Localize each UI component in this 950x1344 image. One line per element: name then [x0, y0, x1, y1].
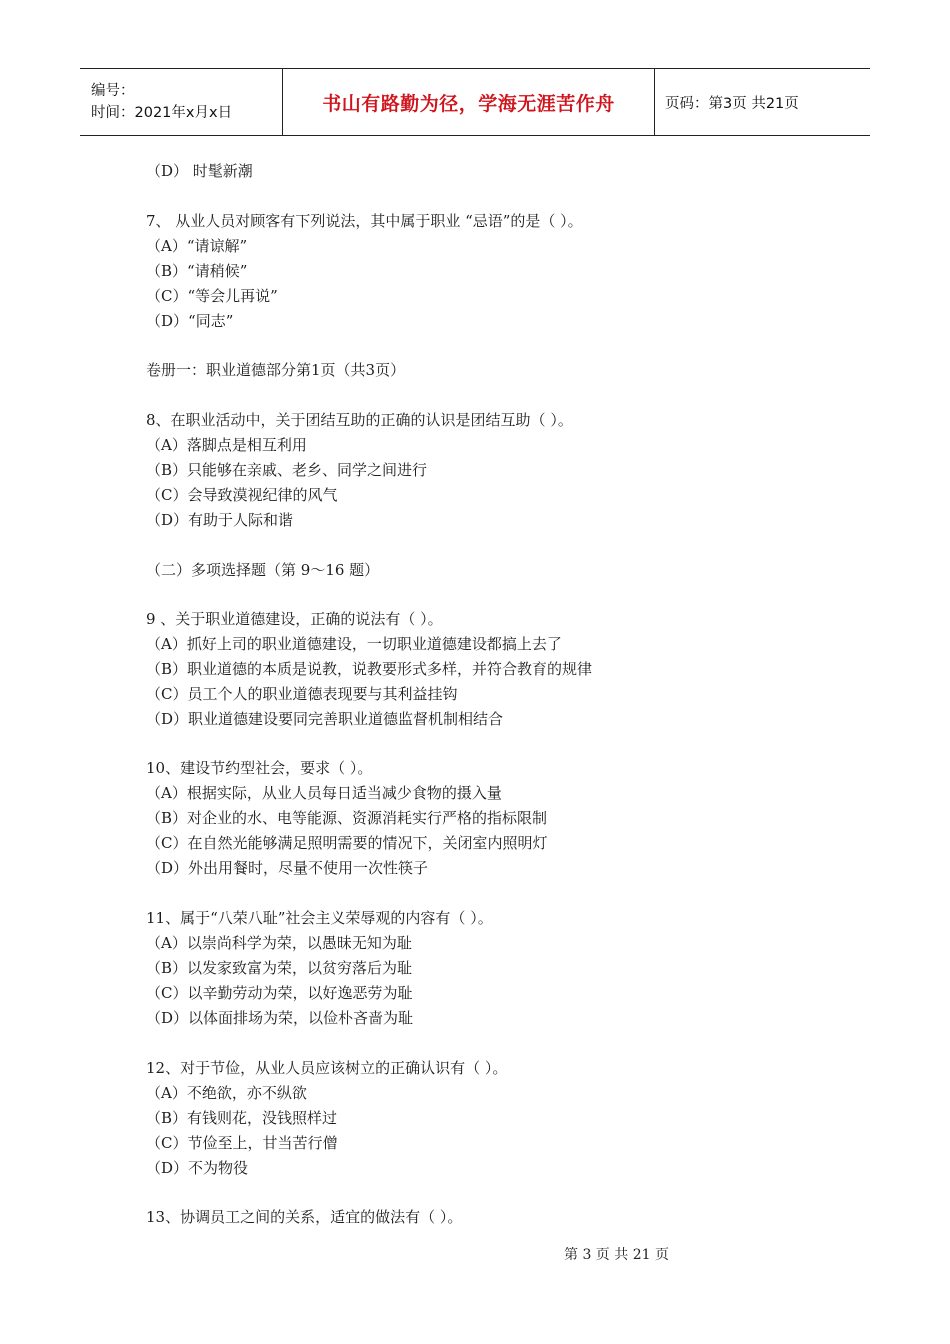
page-info-text: 页码：第3页 共21页 — [665, 95, 799, 112]
option-line: （A）以崇尚科学为荣，以愚昧无知为耻 — [146, 934, 412, 952]
option-line: （C）节俭至上，甘当苦行僧 — [146, 1134, 338, 1152]
question-13: 13、协调员工之间的关系，适宜的做法有（ ）。 — [146, 1208, 463, 1226]
question-12: 12、对于节俭，从业人员应该树立的正确认识有（ ）。 — [146, 1059, 508, 1077]
page-footer: 第 3 页 共 21 页 — [564, 1247, 669, 1263]
option-line: （D）不为物役 — [146, 1159, 249, 1177]
question-10: 10、建设节约型社会，要求（ ）。 — [146, 759, 373, 777]
option-line: （B）“请稍候” — [146, 262, 248, 280]
option-line: （B）只能够在亲戚、老乡、同学之间进行 — [146, 461, 428, 479]
option-line: （B）对企业的水、电等能源、资源消耗实行严格的指标限制 — [146, 809, 548, 827]
question-11: 11、属于“八荣八耻”社会主义荣辱观的内容有（ ）。 — [146, 909, 493, 927]
header-meta — [80, 69, 282, 135]
section-note: 卷册一：职业道德部分第1页（共3页） — [146, 361, 406, 379]
option-line: （A）根据实际，从业人员每日适当减少食物的摄入量 — [146, 784, 502, 802]
option-line: （D）职业道德建设要同完善职业道德监督机制相结合 — [146, 710, 504, 728]
header-motto — [282, 69, 655, 135]
option-line: （C）在自然光能够满足照明需要的情况下，关闭室内照明灯 — [146, 834, 548, 852]
question-9: 9 、关于职业道德建设，正确的说法有（ ）。 — [146, 610, 443, 628]
question-8: 8、在职业活动中，关于团结互助的正确的认识是团结互助（ ）。 — [146, 411, 573, 429]
option-line: （C）“等会儿再说” — [146, 287, 278, 305]
option-line: （A）不绝欲，亦不纵欲 — [146, 1084, 307, 1102]
option-line: （A）“请谅解” — [146, 237, 248, 255]
page-header — [80, 68, 870, 136]
option-line: （D）“同志” — [146, 312, 234, 330]
option-line: （B）职业道德的本质是说教，说教要形式多样，并符合教育的规律 — [146, 660, 593, 678]
option-line: （A）抓好上司的职业道德建设，一切职业道德建设都搞上去了 — [146, 635, 562, 653]
option-line: （A）落脚点是相互利用 — [146, 436, 307, 454]
motto-text: 书山有路勤为径，学海无涯苦作舟 — [322, 92, 615, 115]
option-line: （D）外出用餐时，尽量不使用一次性筷子 — [146, 859, 429, 877]
option-line: （C）以辛勤劳动为荣，以好逸恶劳为耻 — [146, 984, 413, 1002]
option-line: （C）员工个人的职业道德表现要与其利益挂钩 — [146, 685, 458, 703]
option-line: （D）有助于人际和谐 — [146, 511, 294, 529]
question-7: 7、 从业人员对顾客有下列说法，其中属于职业 “忌语”的是（ ）。 — [146, 212, 583, 230]
option-line: （B）以发家致富为荣，以贫穷落后为耻 — [146, 959, 413, 977]
section-heading: （二）多项选择题（第 9～16 题） — [146, 561, 380, 579]
number-label: 编号： — [91, 83, 135, 99]
option-line: （B）有钱则花，没钱照样过 — [146, 1109, 338, 1127]
option-line: （C）会导致漠视纪律的风气 — [146, 486, 338, 504]
header-page-info — [655, 69, 870, 135]
option-line: （D） 时髦新潮 — [146, 162, 253, 180]
time-label: 时间：2021年x月x日 — [91, 105, 233, 121]
option-line: （D）以体面排场为荣，以俭朴吝啬为耻 — [146, 1009, 414, 1027]
